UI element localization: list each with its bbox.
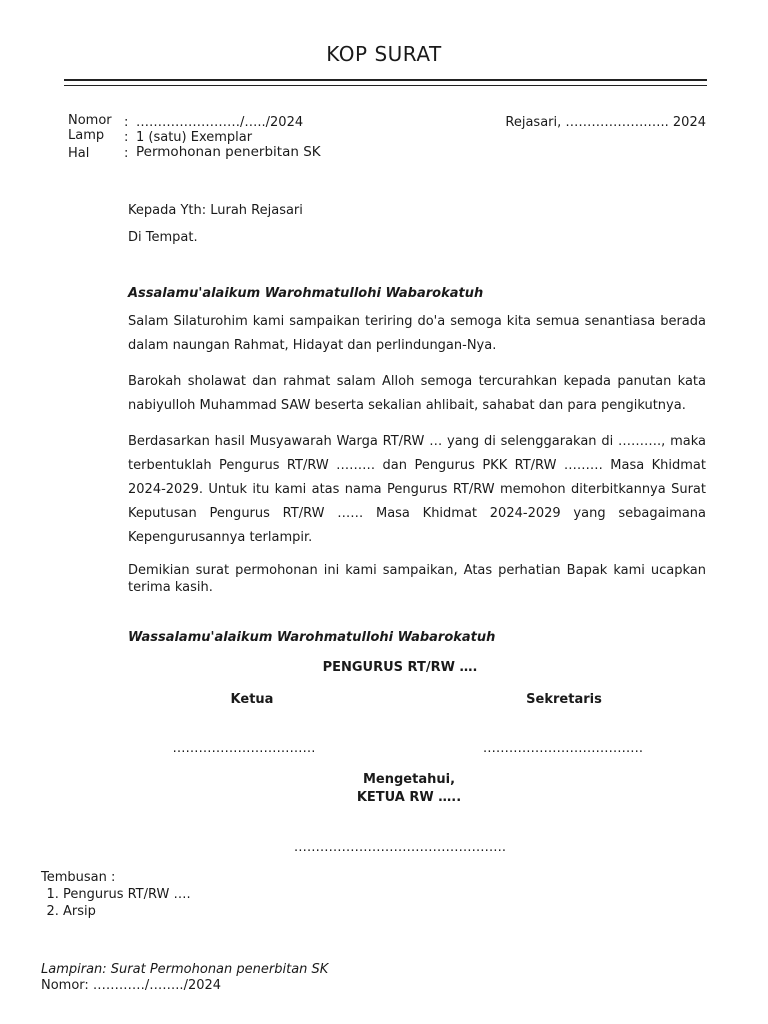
nomor-label: Nomor <box>68 113 112 128</box>
paragraph-musyawarah: Berdasarkan hasil Musyawarah Warga RT/RW … yang di selenggarakan di ………., maka terbentuklah Pengurus RT/RW ……… dan Pengurus PKK RT/RW ……… Masa Khidmat 2024-2029. Untuk itu kami atas nama Pengurus RT/RW memohon diterbitkannya Surat Keputusan Pengurus RT/RW …… Masa Khidmat 2024-2029 yang sebagaimana Kepengurusannya terlampir. <box>128 434 706 545</box>
paragraph-sholawat: Barokah sholawat dan rahmat salam Alloh semoga tercurahkan kepada panutan kata nabiyulloh Muhammad SAW beserta sekalian ahlibait, sahabat dan para pengikutnya. <box>128 374 706 413</box>
letterhead-title: KOP SURAT <box>326 42 442 66</box>
knowing-title: KETUA RW ….. <box>356 790 462 805</box>
signature-line-rw: …………………………………………. <box>293 840 507 855</box>
recipient-place: Di Tempat. <box>128 230 198 245</box>
knowing-label: Mengetahui, <box>362 772 456 787</box>
paragraph-silaturohim: Salam Silaturohim kami sampaikan teriring do'a semoga kita semua senantiasa berada dalam naungan Rahmat, Hidayat dan perlindungan-Nya. <box>128 314 706 353</box>
cc-list <box>41 886 191 920</box>
hal-value: Permohonan penerbitan SK <box>136 144 321 160</box>
paragraph-closing-remark: Demikian surat permohonan ini kami sampaikan, Atas perhatian Bapak kami ucapkan terima kasih. <box>128 563 706 595</box>
lamp-label: Lamp <box>68 128 105 143</box>
letterhead-rule-thin <box>64 85 707 86</box>
letterhead-rule-thick <box>64 79 707 81</box>
closing-greeting: Wassalamu'alaikum Warohmatullohi Wabarokatuh <box>128 630 496 645</box>
letter-date: Rejasari, ……………….….. 2024 <box>505 115 706 130</box>
signature-line-sekretaris: ………………………………. <box>482 741 644 756</box>
signatory-org: PENGURUS RT/RW …. <box>322 660 478 675</box>
cc-item: 1. Pengurus RT/RW …. <box>63 886 191 903</box>
lamp-colon: : <box>124 130 129 145</box>
signature-title-ketua: Ketua <box>230 692 274 707</box>
attachment-number: Nomor: …………/……../2024 <box>41 978 222 993</box>
attachment-caption: Lampiran: Surat Permohonan penerbitan SK <box>41 962 329 977</box>
nomor-colon: : <box>124 115 129 130</box>
recipient-line: Kepada Yth: Lurah Rejasari <box>128 203 303 218</box>
signature-line-ketua: …………………………… <box>172 741 316 756</box>
nomor-value: ……………………/…../2024 <box>136 115 304 130</box>
opening-greeting: Assalamu'alaikum Warohmatullohi Wabarokatuh <box>128 286 484 301</box>
lamp-value: 1 (satu) Exemplar <box>136 130 253 145</box>
signature-title-sekretaris: Sekretaris <box>526 692 602 707</box>
cc-item: 2. Arsip <box>63 903 191 920</box>
cc-label: Tembusan : <box>41 870 116 885</box>
hal-label: Hal <box>68 146 90 161</box>
hal-colon: : <box>124 146 129 161</box>
